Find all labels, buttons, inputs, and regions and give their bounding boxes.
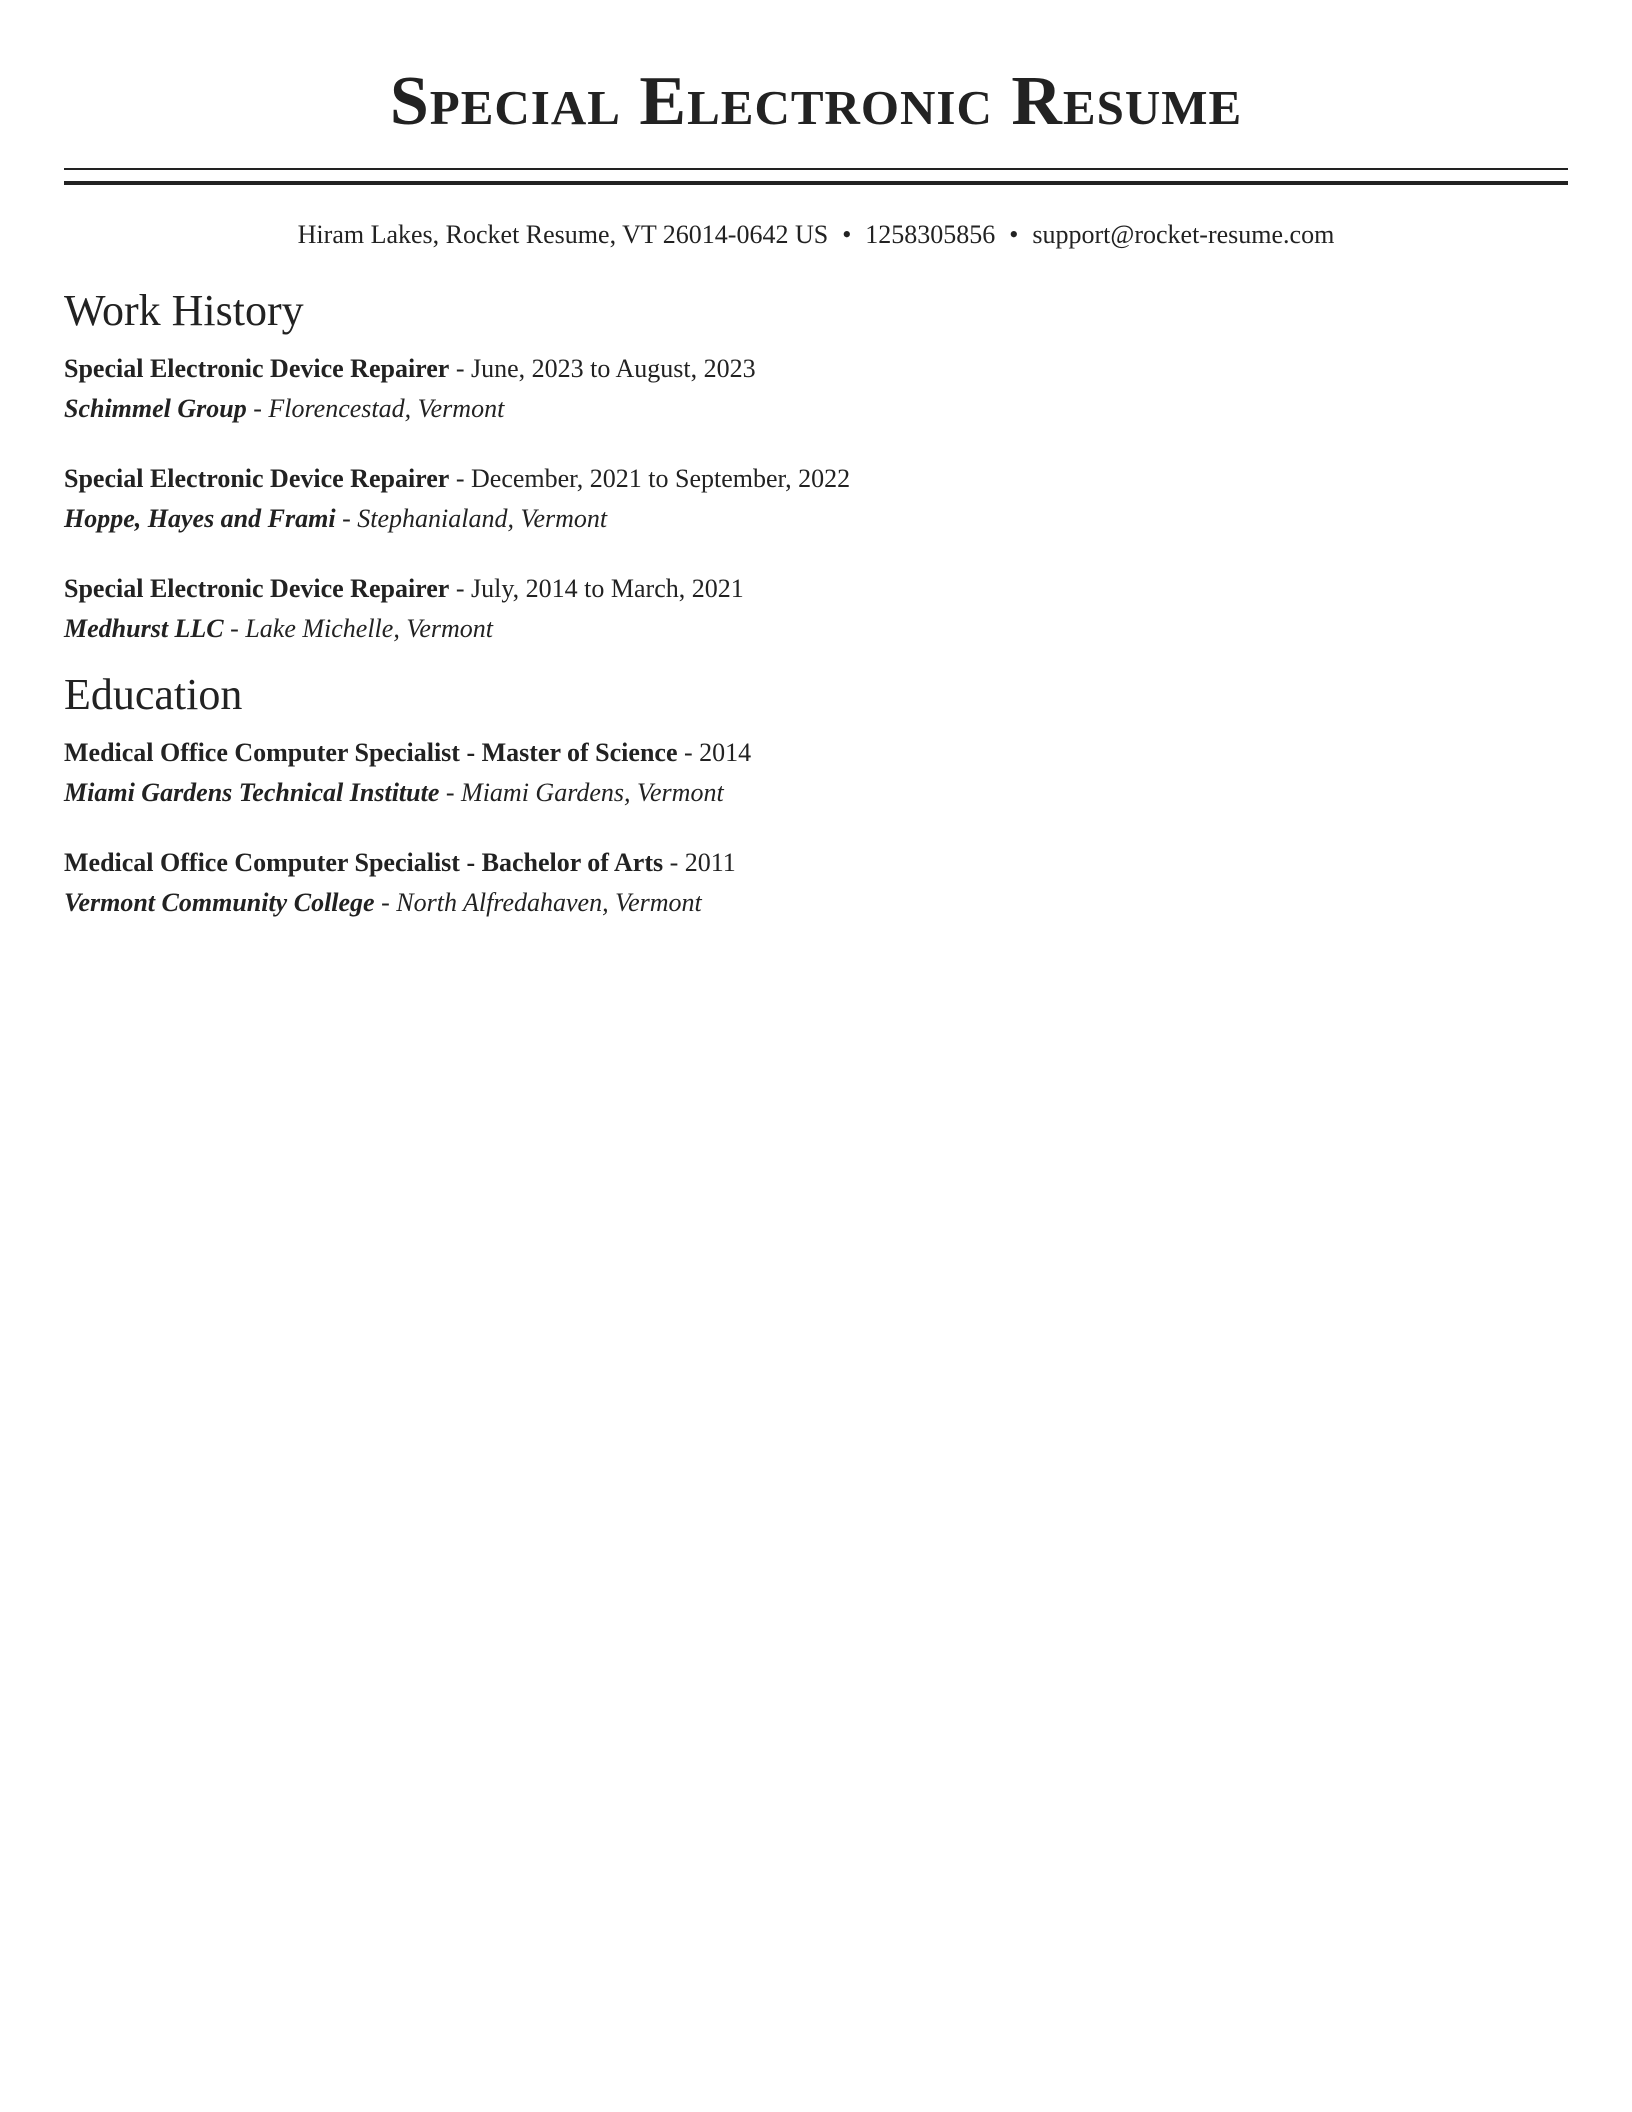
dash: - [669, 848, 679, 877]
resume-title: Special Electronic Resume [389, 63, 1243, 140]
education-heading: Education [64, 670, 243, 719]
work-entry [64, 569, 1568, 649]
contact-line [64, 215, 1568, 255]
job-location: Lake Michelle, Vermont [245, 614, 493, 643]
education-list [64, 733, 1568, 923]
degree: Medical Office Computer Specialist - Master of Science [64, 738, 678, 767]
school-name: Vermont Community College [64, 888, 375, 917]
dash: - [342, 504, 351, 533]
dash: - [230, 614, 239, 643]
work-history-heading: Work History [64, 286, 304, 335]
work-history-list [64, 349, 1568, 649]
work-entry [64, 349, 1568, 429]
school-location: North Alfredahaven, Vermont [396, 888, 702, 917]
dash: - [445, 778, 455, 807]
degree: Medical Office Computer Specialist - Bachelor of Arts [64, 848, 664, 877]
education-entry [64, 843, 1568, 923]
job-title: Special Electronic Device Repairer [64, 464, 450, 493]
job-title: Special Electronic Device Repairer [64, 354, 450, 383]
dash: - [455, 354, 465, 383]
dash: - [684, 738, 693, 767]
contact-phone: 1258305856 [865, 220, 996, 249]
school-name: Miami Gardens Technical Institute [64, 778, 440, 807]
company-name: Hoppe, Hayes and Frami [64, 504, 336, 533]
job-location: Florencestad, Vermont [268, 394, 505, 423]
contact-separator: • [1009, 220, 1019, 249]
company-name: Medhurst LLC [64, 614, 224, 643]
job-dates: July, 2014 to March, 2021 [471, 574, 744, 603]
job-dates: December, 2021 to September, 2022 [471, 464, 851, 493]
dash: - [455, 464, 465, 493]
job-location: Stephanialand, Vermont [357, 504, 608, 533]
dash: - [253, 394, 262, 423]
job-title: Special Electronic Device Repairer [64, 574, 450, 603]
resume-page [64, 0, 1568, 923]
education-entry [64, 733, 1568, 813]
contact-email: support@rocket-resume.com [1032, 220, 1335, 249]
contact-address: Hiram Lakes, Rocket Resume, VT 26014-0642 US [297, 220, 829, 249]
contact-separator: • [842, 220, 852, 249]
graduation-year: 2014 [699, 738, 752, 767]
school-location: Miami Gardens, Vermont [461, 778, 724, 807]
job-dates: June, 2023 to August, 2023 [471, 354, 756, 383]
dash: - [455, 574, 465, 603]
company-name: Schimmel Group [64, 394, 247, 423]
work-entry [64, 459, 1568, 539]
dash: - [381, 888, 390, 917]
graduation-year: 2011 [684, 848, 736, 877]
title-divider [64, 168, 1568, 185]
